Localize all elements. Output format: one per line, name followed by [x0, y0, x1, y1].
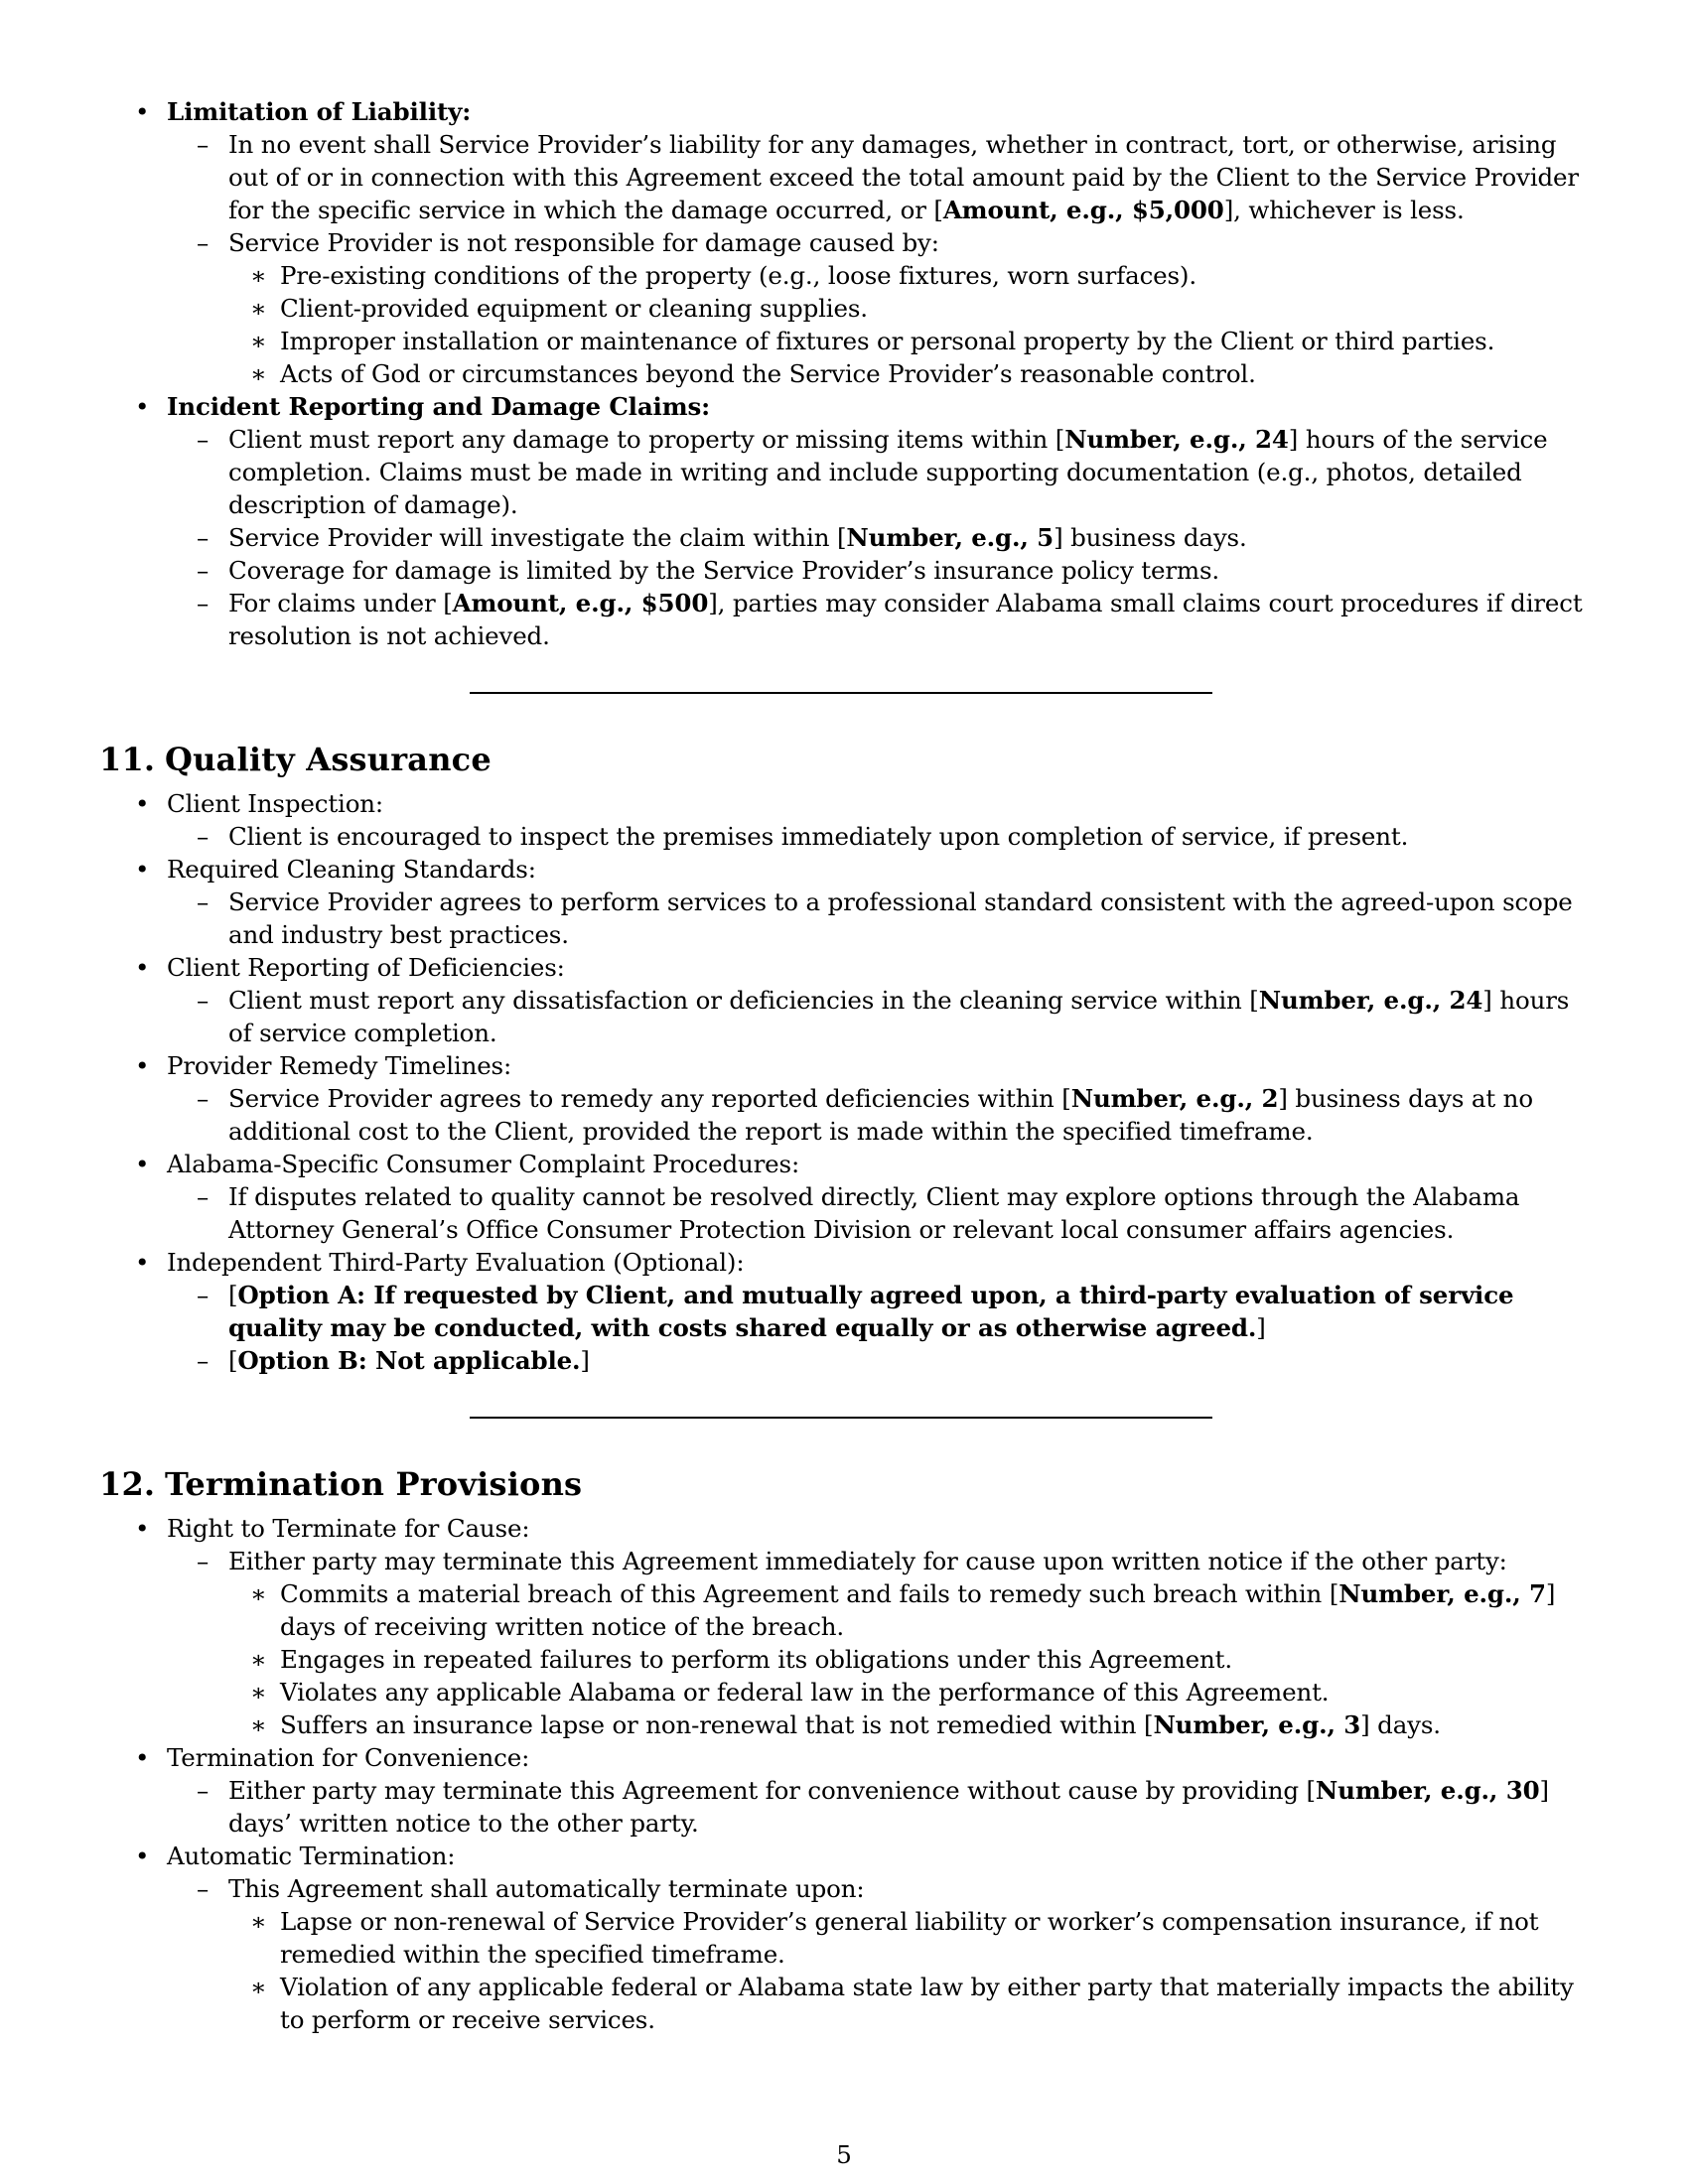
- exclusion-item: ∗ Client-provided equipment or cleaning supplies.: [250, 294, 868, 323]
- cause-item: ∗ Commits a material breach of this Agreement and fails to remedy such breach within [Number, e.g., 7] days of receiving written notice of the breach.: [250, 1579, 1556, 1641]
- incident-investigate-clause: – Service Provider will investigate the claim within [Number, e.g., 5] business days.: [197, 523, 1247, 552]
- bullet-marker: •: [135, 1842, 150, 1870]
- star-marker: ∗: [250, 1710, 267, 1739]
- liability-cap-clause: – In no event shall Service Provider’s liability for any damages, whether in contract, tort, or otherwise, arising out of or in connection with this Agreement exceed the total amount paid by the Client to the Service Provider for the specific service in which the damage occurred, or [Amount, e.g., $5,000], whichever is less.: [197, 130, 1579, 224]
- star-marker: ∗: [250, 1579, 267, 1608]
- exclusion-item: ∗ Improper installation or maintenance of fixtures or personal property by the Client or third parties.: [250, 327, 1495, 355]
- automatic-item: ∗ Lapse or non-renewal of Service Provider’s general liability or worker’s compensation insurance, if not remedied within the specified timeframe.: [250, 1907, 1539, 1969]
- cause-item: ∗ Engages in repeated failures to perform its obligations under this Agreement.: [250, 1645, 1232, 1674]
- termination-item: • Automatic Termination:: [135, 1842, 456, 1870]
- dash-marker: –: [197, 523, 210, 552]
- termination-clause: – Either party may terminate this Agreement for convenience without cause by providing [Number, e.g., 30] days’ written notice to the other party.: [197, 1776, 1549, 1838]
- bullet-marker: •: [135, 97, 150, 126]
- quality-assurance-list: [99, 787, 1589, 1377]
- termination-item: • Termination for Convenience:: [135, 1743, 530, 1772]
- bullet-marker: •: [135, 1051, 150, 1080]
- qa-clause: – Service Provider agrees to perform services to a professional standard consistent with the agreed-upon scope and industry best practices.: [197, 887, 1573, 949]
- dash-marker: –: [197, 1084, 210, 1113]
- qa-item: • Client Reporting of Deficiencies:: [135, 953, 565, 982]
- incident-item: [99, 390, 1589, 423]
- incident-small-claims-clause: – For claims under [Amount, e.g., $500], parties may consider Alabama small claims court procedures if direct resolution is not achieved.: [197, 589, 1583, 650]
- liability-list: [99, 95, 1589, 652]
- termination-list: [99, 1512, 1589, 2036]
- section-number: 12.: [99, 1465, 156, 1503]
- star-marker: ∗: [250, 294, 267, 323]
- dash-marker: –: [197, 887, 210, 916]
- exclusion-item: ∗ Acts of God or circumstances beyond the Service Provider’s reasonable control.: [250, 359, 1256, 388]
- dash-marker: –: [197, 822, 210, 851]
- bullet-marker: •: [135, 1514, 150, 1543]
- star-marker: ∗: [250, 1973, 267, 2001]
- dash-marker: –: [197, 589, 210, 617]
- page-number: 5: [836, 2140, 852, 2169]
- dash-marker: –: [197, 1547, 210, 1575]
- qa-item: • Independent Third-Party Evaluation (Optional):: [135, 1248, 745, 1277]
- bullet-marker: •: [135, 953, 150, 982]
- incident-coverage-clause: – Coverage for damage is limited by the Service Provider’s insurance policy terms.: [197, 556, 1220, 585]
- not-responsible-clause: – Service Provider is not responsible for damage caused by:: [197, 228, 939, 257]
- cause-item: ∗ Suffers an insurance lapse or non-renewal that is not remedied within [Number, e.g., 3] days.: [250, 1710, 1441, 1739]
- dash-marker: –: [197, 425, 210, 454]
- automatic-item: ∗ Violation of any applicable federal or Alabama state law by either party that materially impacts the ability to perform or receive services.: [250, 1973, 1574, 2034]
- liability-title: Limitation of Liability:: [167, 97, 472, 126]
- bullet-marker: •: [135, 789, 150, 818]
- qa-clause: – Service Provider agrees to remedy any reported deficiencies within [Number, e.g., 2] business days at no additional cost to the Client, provided the report is made within the specified timeframe.: [197, 1084, 1533, 1146]
- section-11-heading: [99, 740, 1589, 779]
- bullet-marker: •: [135, 1150, 150, 1178]
- dash-marker: –: [197, 130, 210, 159]
- star-marker: ∗: [250, 1907, 267, 1936]
- section-number: 11.: [99, 741, 156, 778]
- star-marker: ∗: [250, 327, 267, 355]
- section-title: Quality Assurance: [165, 741, 492, 778]
- liability-item: [99, 95, 1589, 128]
- exclusion-item: ∗ Pre-existing conditions of the property (e.g., loose fixtures, worn surfaces).: [250, 261, 1196, 290]
- dash-marker: –: [197, 1874, 210, 1903]
- dash-marker: –: [197, 228, 210, 257]
- incident-report-clause: – Client must report any damage to property or missing items within [Number, e.g., 24] hours of the service completion. Claims must be made in writing and include supporting documentation (e.g., photos, detailed description of damage).: [197, 425, 1548, 519]
- star-marker: ∗: [250, 1645, 267, 1674]
- qa-item: • Required Cleaning Standards:: [135, 855, 536, 884]
- dash-marker: –: [197, 556, 210, 585]
- dash-marker: –: [197, 1776, 210, 1805]
- qa-item: • Provider Remedy Timelines:: [135, 1051, 512, 1080]
- section-12-heading: [99, 1464, 1589, 1504]
- termination-clause: – This Agreement shall automatically terminate upon:: [197, 1874, 865, 1903]
- qa-clause: – Client must report any dissatisfaction or deficiencies in the cleaning service within [Number, e.g., 24] hours of service completion.: [197, 986, 1570, 1047]
- bullet-marker: •: [135, 1248, 150, 1277]
- qa-clause: – Client is encouraged to inspect the premises immediately upon completion of service, if present.: [197, 822, 1409, 851]
- incident-title: Incident Reporting and Damage Claims:: [167, 392, 711, 421]
- dash-marker: –: [197, 1182, 210, 1211]
- cause-item: ∗ Violates any applicable Alabama or federal law in the performance of this Agreement.: [250, 1678, 1330, 1706]
- section-title: Termination Provisions: [165, 1465, 583, 1503]
- dash-marker: –: [197, 986, 210, 1015]
- dash-marker: –: [197, 1346, 210, 1375]
- section-divider: [470, 692, 1212, 694]
- qa-item: • Alabama-Specific Consumer Complaint Procedures:: [135, 1150, 800, 1178]
- dash-marker: –: [197, 1281, 210, 1309]
- bullet-marker: •: [135, 855, 150, 884]
- bullet-marker: •: [135, 1743, 150, 1772]
- section-divider: [470, 1417, 1212, 1419]
- qa-option-b: – [Option B: Not applicable.]: [197, 1346, 590, 1375]
- qa-option-a: – [Option A: If requested by Client, and mutually agreed upon, a third-party evaluation of service quality may be conducted, with costs shared equally or as otherwise agreed.]: [197, 1281, 1514, 1342]
- qa-clause: – If disputes related to quality cannot be resolved directly, Client may explore options through the Alabama Attorney General’s Office Consumer Protection Division or relevant local consumer affairs agencies.: [197, 1182, 1520, 1244]
- termination-clause: – Either party may terminate this Agreement immediately for cause upon written notice if the other party:: [197, 1547, 1507, 1575]
- star-marker: ∗: [250, 261, 267, 290]
- page-content: [99, 95, 1589, 2036]
- qa-item: • Client Inspection:: [135, 789, 384, 818]
- star-marker: ∗: [250, 1678, 267, 1706]
- termination-item: • Right to Terminate for Cause:: [135, 1514, 530, 1543]
- star-marker: ∗: [250, 359, 267, 388]
- bullet-marker: •: [135, 392, 150, 421]
